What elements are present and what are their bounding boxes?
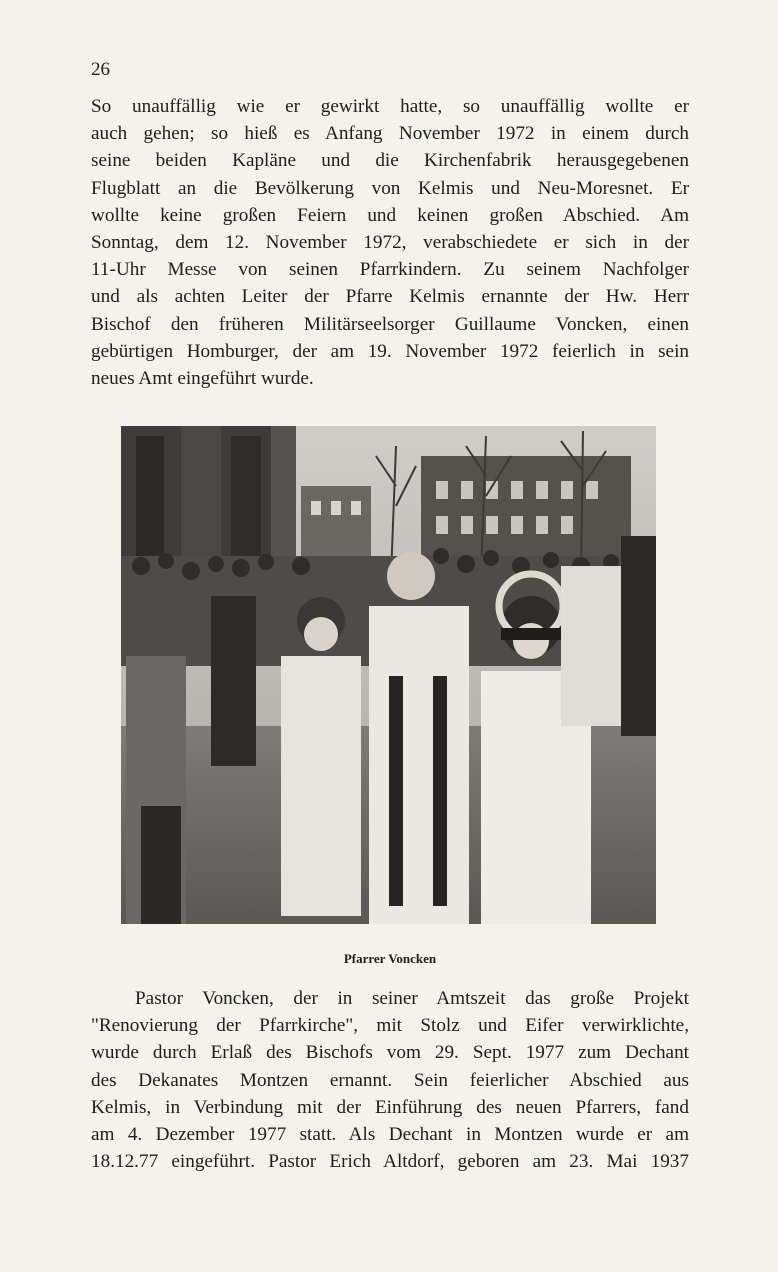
photograph-pfarrer-voncken [121,426,656,924]
text-line: am 4. Dezember 1977 statt. Als Dechant in Montzen wurde er am [91,1124,689,1146]
text-line: Sonntag, dem 12. November 1972, verabschiedete er sich in der [91,232,689,254]
text-line: wollte keine großen Feiern und keinen großen Abschied. Am [91,204,689,226]
photo-caption: Pfarrer Voncken [343,951,437,966]
text-line: 18.12.77 eingeführt. Pastor Erich Altdorf, geboren am 23. Mai 1937 [91,1151,689,1173]
text-line: auch gehen; so hieß es Anfang November 1972 in einem durch [91,123,689,145]
text-line: "Renovierung der Pfarrkirche", mit Stolz und Eifer verwirklichte, [91,1015,689,1037]
text-line: neues Amt eingeführt wurde. [91,368,314,390]
text-line: und als achten Leiter der Pfarre Kelmis ernannte der Hw. Herr [91,286,689,308]
page-number: 26 [91,59,110,80]
text-line: 11-Uhr Messe von seinen Pfarrkindern. Zu seinem Nachfolger [91,259,689,281]
text-line: So unauffällig wie er gewirkt hatte, so unauffällig wollte er [91,96,689,117]
text-line: seine beiden Kapläne und die Kirchenfabrik herausgegebenen [91,150,689,172]
text-line: Kelmis, in Verbindung mit der Einführung des neuen Pfarrers, fand [91,1096,689,1118]
text-line: gebürtigen Homburger, der am 19. November 1972 feierlich in sein [91,340,689,362]
text-line: Pastor Voncken, der in seiner Amtszeit das große Projekt [135,988,689,1009]
text-line: des Dekanates Montzen ernannt. Sein feierlicher Abschied aus [91,1069,689,1091]
text-line: Bischof den früheren Militärseelsorger Guillaume Voncken, einen [91,313,689,335]
paragraph-2 [91,985,689,1175]
text-line: wurde durch Erlaß des Bischofs vom 29. Sept. 1977 zum Dechant [91,1042,689,1064]
text-line: Flugblatt an die Bevölkerung von Kelmis und Neu-Moresnet. Er [91,177,689,199]
paragraph-1 [91,93,689,392]
